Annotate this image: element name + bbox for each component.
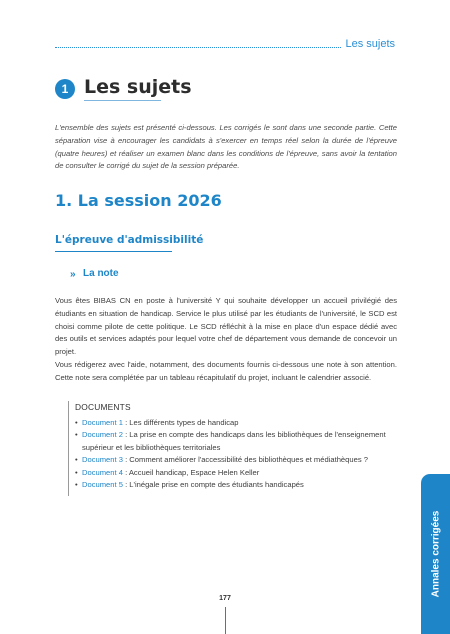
document-label: Document 5 <box>82 480 123 490</box>
list-item <box>75 454 398 466</box>
side-tab-label: Annales corrigées <box>430 510 441 598</box>
list-item <box>75 417 398 429</box>
page-number: 177 <box>219 595 231 602</box>
chapter-title: Les sujets <box>84 76 192 98</box>
document-text: : La prise en compte des handicaps dans les bibliothèques de l'enseignement supérieur et les bibliothèques territoriales <box>82 430 386 452</box>
chapter-title-underline <box>84 100 161 101</box>
documents-list <box>75 417 398 491</box>
documents-title: DOCUMENTS <box>75 402 131 412</box>
side-tab <box>421 474 450 634</box>
list-item <box>75 429 398 454</box>
intro-paragraph: L'ensemble des sujets est présenté ci-dessous. Les corrigés le sont dans une seconde partie. Cette séparation vise à encourager les candidats à s'exercer en temps réel selon la durée de l'épreuve (quatre heures) et réaliser un examen blanc dans les conditions de l'épreuve, sans avoir la tentation de consulter le corrigé du sujet de la session préparée. <box>55 123 397 171</box>
running-header <box>55 38 395 52</box>
chapter-number-badge: 1 <box>55 79 75 99</box>
document-text: : L'inégale prise en compte des étudiants handicapés <box>122 480 304 490</box>
dotted-leader <box>55 47 341 48</box>
list-item <box>75 467 398 479</box>
list-item <box>75 479 398 491</box>
running-header-text: Les sujets <box>345 38 395 50</box>
double-chevron-right-icon: » <box>70 269 74 280</box>
body-paragraph: Vous êtes BIBAS CN en poste à l'université Y qui souhaite développer un accueil privilégié des étudiants en situation de handicap. Service le plus utilisé par les étudiants de l'université, le SCD est choisi comme pilote de cette politique. Le SCD réfléchit à la mise en place d'un espace dédié avec des outils et services adaptés pour lequel votre chef de département vous demande de concevoir un projet. <box>55 296 397 357</box>
document-label: Document 1 <box>82 418 123 427</box>
body-text <box>55 295 397 385</box>
documents-left-rule <box>68 401 69 496</box>
bullet-icon: • <box>75 480 78 490</box>
document-label: Document 3 <box>82 455 123 465</box>
document-label: Document 2 <box>82 430 123 440</box>
document-label: Document 4 <box>82 467 123 477</box>
subsubsection-title: La note <box>83 268 119 279</box>
subsection-title: L'épreuve d'admissibilité <box>55 234 204 246</box>
bullet-icon: • <box>75 467 78 477</box>
bullet-icon: • <box>75 418 78 427</box>
document-text: : Accueil handicap, Espace Helen Keller <box>122 467 260 477</box>
bullet-icon: • <box>75 455 78 465</box>
document-text: : Comment améliorer l'accessibilité des bibliothèques et médiathèques ? <box>122 455 368 465</box>
document-text: : Les différents types de handicap <box>122 418 239 427</box>
body-paragraph: Vous rédigerez avec l'aide, notamment, des documents fournis ci-dessous une note à son attention. Cette note sera complétée par un tableau récapitulatif du projet, incluant le calendrier associé. <box>55 359 397 382</box>
page-number-rule <box>225 607 226 634</box>
subsection-underline <box>55 251 172 252</box>
section-title: 1. La session 2026 <box>55 191 222 210</box>
bullet-icon: • <box>75 430 78 440</box>
